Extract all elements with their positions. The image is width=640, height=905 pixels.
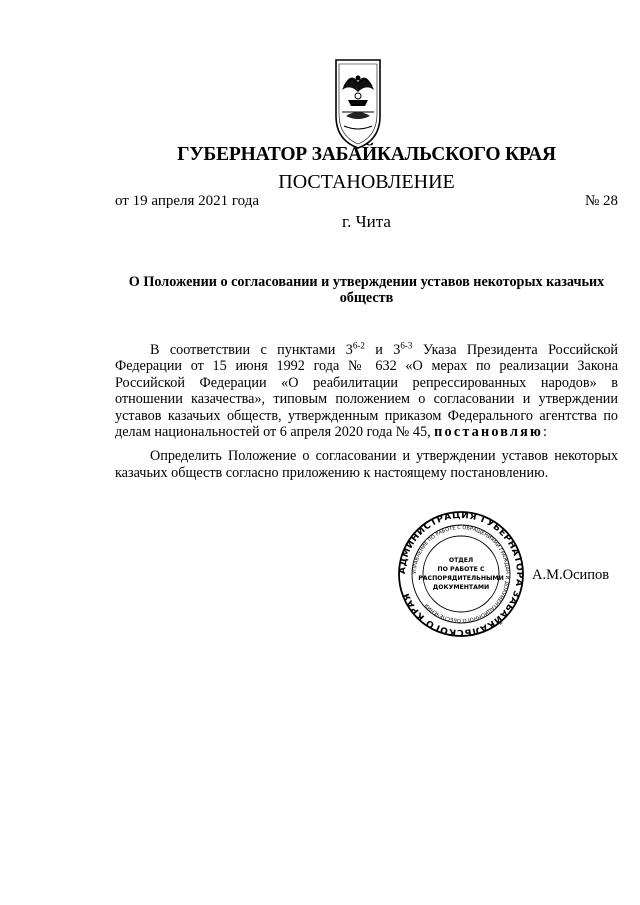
p1-superscript-2: 6-3 [400, 340, 413, 351]
p1-text-3: Указа Президента Российской Федерации от 15 июня 1992 года № 632 «О мерах по реализации Закона Российской Федерации «О реабилитации репрессированных народов» в отношении казачества», типовым положением о согласовании и утверждении уставов казачьих обществ, утвержденным приказом Федерального агентства по делам национальностей от 6 апреля 2020 года № 45, [115, 342, 619, 441]
paragraph-1 [115, 342, 618, 440]
document-type: ПОСТАНОВЛЕНИЕ [278, 171, 455, 193]
p1-end: : [543, 424, 547, 441]
signature-name: А.М.Осипов [532, 567, 610, 583]
document-number: № 28 [584, 193, 618, 209]
document-body [115, 342, 618, 489]
official-seal-stamp [397, 510, 525, 638]
document-date: от 19 апреля 2021 года [115, 193, 260, 209]
document-title: О Положении о согласовании и утверждении уставов некоторых казачьих обществ [128, 274, 605, 306]
stamp-center-line-4: ДОКУМЕНТАМИ [432, 584, 490, 591]
document-city: г. Чита [342, 212, 391, 231]
p1-text-1: В соответствии с пунктами 3 [150, 342, 353, 358]
svg-text:УПРАВЛЕНИЕ ПО РАБОТЕ С ОБРАЩЕН [412, 525, 510, 623]
stamp-center-line-3: РАСПОРЯДИТЕЛЬНЫМИ [418, 575, 504, 582]
stamp-center-line-1: ОТДЕЛ [448, 557, 474, 564]
resolution-word: постановляю [434, 424, 544, 441]
stamp-middle-text: УПРАВЛЕНИЕ ПО РАБОТЕ С ОБРАЩЕНИЯМИ ГРАЖДАН И ДОКУМЕНТАЦИОННОГО ОБЕСПЕЧЕНИЯ [411, 524, 511, 624]
issuer-heading: ГУБЕРНАТОР ЗАБАЙКАЛЬСКОГО КРАЯ [177, 144, 556, 165]
paragraph-2: Определить Положение о согласовании и утверждении уставов некоторых казачьих обществ согласно приложению к настоящему постановлению. [115, 448, 618, 481]
p1-text-2: и 3 [364, 342, 401, 358]
stamp-center-line-2: ПО РАБОТЕ С [437, 566, 485, 573]
p1-superscript-1: 6-2 [352, 340, 365, 351]
coat-of-arms-emblem [330, 56, 386, 152]
stamp-outer-text: АДМИНИСТРАЦИЯ ГУБЕРНАТОРА ЗАБАЙКАЛЬСКОГО КРАЯ [397, 510, 525, 638]
